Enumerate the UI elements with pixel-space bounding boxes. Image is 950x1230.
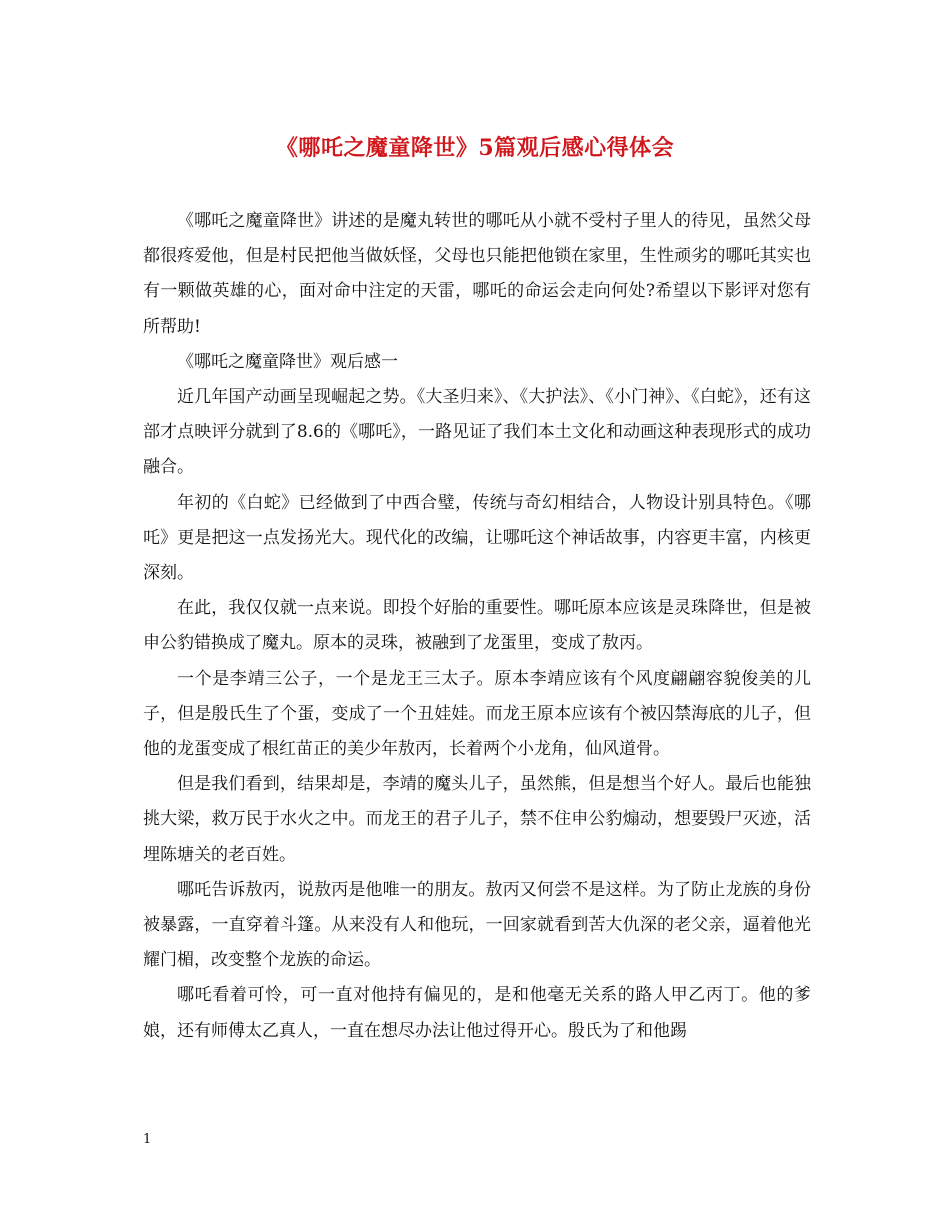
paragraph: 在此，我仅仅就一点来说。即投个好胎的重要性。哪吒原本应该是灵珠降世，但是被申公豹错换成了魔丸。原本的灵珠，被融到了龙蛋里，变成了敖丙。 xyxy=(143,598,811,654)
document-body xyxy=(143,204,811,1049)
document-title: 《哪吒之魔童降世》5篇观后感心得体会 xyxy=(275,135,675,161)
paragraph: 哪吒告诉敖丙，说敖丙是他唯一的朋友。敖丙又何尝不是这样。为了防止龙族的身份被暴露，一直穿着斗篷。从来没有人和他玩，一回家就看到苦大仇深的老父亲，逼着他光耀门楣，改变整个龙族的命运。 xyxy=(143,879,811,971)
paragraph: 年初的《白蛇》已经做到了中西合璧，传统与奇幻相结合，人物设计别具特色。《哪吒》更是把这一点发扬光大。现代化的改编，让哪吒这个神话故事，内容更丰富，内核更深刻。 xyxy=(143,492,811,584)
paragraph-intro: 《哪吒之魔童降世》讲述的是魔丸转世的哪吒从小就不受村子里人的待见，虽然父母都很疼爱他，但是村民把他当做妖怪，父母也只能把他锁在家里，生性顽劣的哪吒其实也有一颗做英雄的心，面对命中注定的天雷，哪吒的命运会走向何处?希望以下影评对您有所帮助! xyxy=(143,211,811,337)
paragraph: 哪吒看着可怜，可一直对他持有偏见的，是和他毫无关系的路人甲乙丙丁。他的爹娘，还有师傅太乙真人，一直在想尽办法让他过得开心。殷氏为了和他踢 xyxy=(143,985,811,1041)
section-heading: 《哪吒之魔童降世》观后感一 xyxy=(177,351,398,372)
paragraph: 近几年国产动画呈现崛起之势。《大圣归来》、《大护法》、《小门神》、《白蛇》，还有这部才点映评分就到了8.6的《哪吒》，一路见证了我们本土文化和动画这种表现形式的成功融合。 xyxy=(143,387,811,478)
paragraph: 但是我们看到，结果却是，李靖的魔头儿子，虽然熊，但是想当个好人。最后也能独挑大梁，救万民于水火之中。而龙王的君子儿子，禁不住申公豹煽动，想要毁尸灭迹，活埋陈塘关的老百姓。 xyxy=(143,774,811,865)
page-number: 1 xyxy=(143,1132,152,1147)
paragraph: 一个是李靖三公子，一个是龙王三太子。原本李靖应该有个风度翩翩容貌俊美的儿子，但是殷氏生了个蛋，变成了一个丑娃娃。而龙王原本应该有个被囚禁海底的儿子，但他的龙蛋变成了根红苗正的美少年敖丙，长着两个小龙角，仙风道骨。 xyxy=(143,668,811,760)
